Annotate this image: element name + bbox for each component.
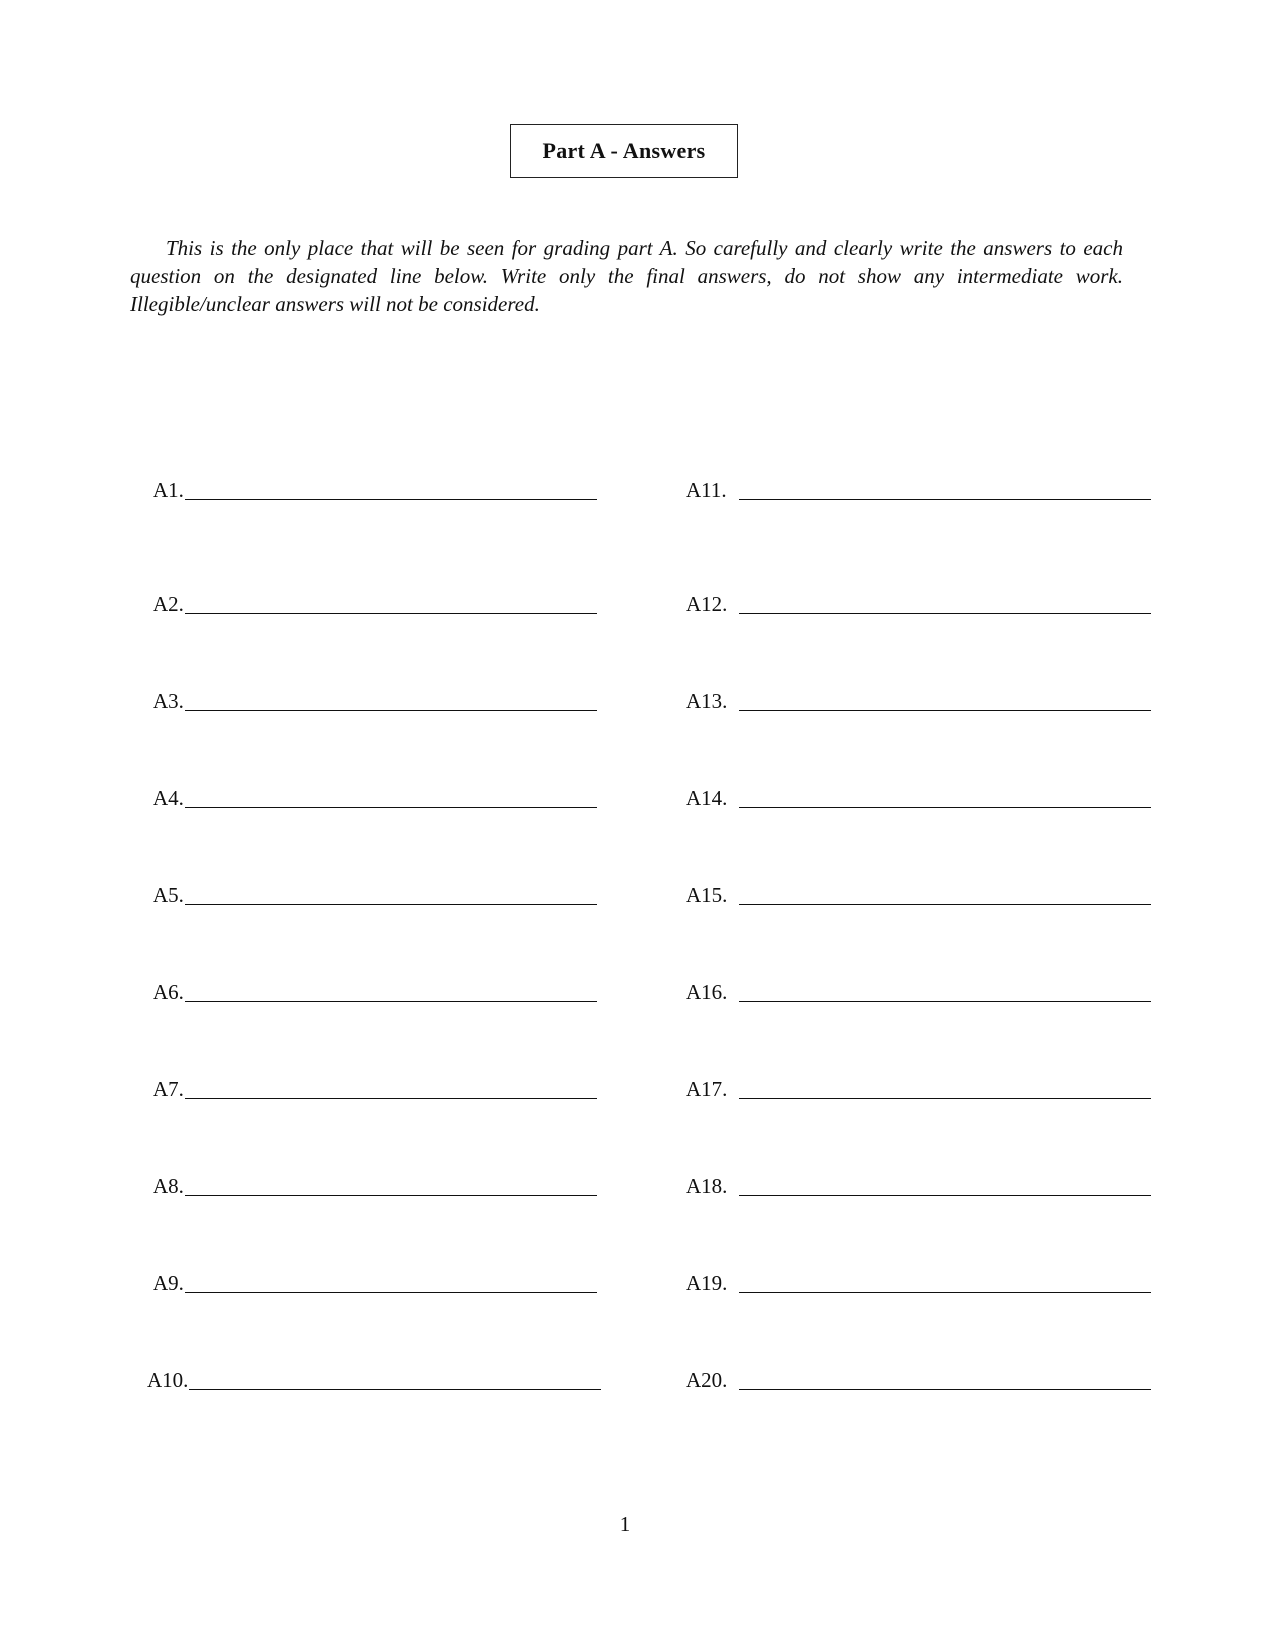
answer-line[interactable]	[739, 499, 1151, 500]
answer-row-a7	[153, 1071, 597, 1101]
answer-label: A8.	[153, 1174, 184, 1198]
answer-label: A13.	[686, 689, 728, 713]
answer-row-a20	[686, 1362, 1151, 1392]
answer-label: A18.	[686, 1174, 728, 1198]
answer-line[interactable]	[189, 1389, 601, 1390]
answer-label: A20.	[686, 1368, 728, 1392]
answer-row-a5	[153, 877, 597, 907]
answer-row-a11	[686, 472, 1151, 502]
answer-row-a12	[686, 586, 1151, 616]
answer-line[interactable]	[739, 1389, 1151, 1390]
answer-row-a16	[686, 974, 1151, 1004]
page-number: 1	[619, 1512, 631, 1536]
answer-line[interactable]	[185, 1292, 597, 1293]
answer-line[interactable]	[185, 807, 597, 808]
answer-label: A12.	[686, 592, 728, 616]
answer-line[interactable]	[739, 613, 1151, 614]
answer-row-a10	[147, 1362, 601, 1392]
answer-label: A1.	[153, 478, 184, 502]
answer-line[interactable]	[739, 1098, 1151, 1099]
answer-label: A10.	[147, 1368, 189, 1392]
section-title: Part A - Answers	[510, 124, 738, 178]
answer-row-a8	[153, 1168, 597, 1198]
answer-label: A19.	[686, 1271, 728, 1295]
answer-row-a2	[153, 586, 597, 616]
answer-line[interactable]	[739, 807, 1151, 808]
answer-line[interactable]	[185, 1001, 597, 1002]
answer-line[interactable]	[185, 1195, 597, 1196]
answer-label: A15.	[686, 883, 728, 907]
answer-label: A7.	[153, 1077, 184, 1101]
answer-label: A5.	[153, 883, 184, 907]
answer-line[interactable]	[739, 710, 1151, 711]
answer-label: A9.	[153, 1271, 184, 1295]
answer-line[interactable]	[739, 1001, 1151, 1002]
answer-line[interactable]	[185, 710, 597, 711]
answer-row-a13	[686, 683, 1151, 713]
grading-instructions: This is the only place that will be seen for grading part A. So carefully and clearly write the answers to each question on the designated line below. Write only the final answers, do not show any intermediate work. Illegible/unclear answers will not be considered.	[130, 236, 1123, 316]
answer-row-a18	[686, 1168, 1151, 1198]
answer-line[interactable]	[739, 1195, 1151, 1196]
answer-row-a14	[686, 780, 1151, 810]
answer-row-a3	[153, 683, 597, 713]
answer-line[interactable]	[185, 904, 597, 905]
answer-label: A11.	[686, 478, 727, 502]
answer-label: A6.	[153, 980, 184, 1004]
answer-label: A3.	[153, 689, 184, 713]
answer-row-a4	[153, 780, 597, 810]
answer-row-a9	[153, 1265, 597, 1295]
answer-line[interactable]	[739, 904, 1151, 905]
answer-label: A2.	[153, 592, 184, 616]
answer-row-a17	[686, 1071, 1151, 1101]
answer-row-a19	[686, 1265, 1151, 1295]
answer-label: A16.	[686, 980, 728, 1004]
answer-line[interactable]	[185, 613, 597, 614]
answer-line[interactable]	[185, 499, 597, 500]
answer-label: A17.	[686, 1077, 728, 1101]
answer-line[interactable]	[185, 1098, 597, 1099]
answer-line[interactable]	[739, 1292, 1151, 1293]
answer-row-a15	[686, 877, 1151, 907]
answer-row-a6	[153, 974, 597, 1004]
answer-row-a1	[153, 472, 597, 502]
answer-label: A14.	[686, 786, 728, 810]
answer-label: A4.	[153, 786, 184, 810]
